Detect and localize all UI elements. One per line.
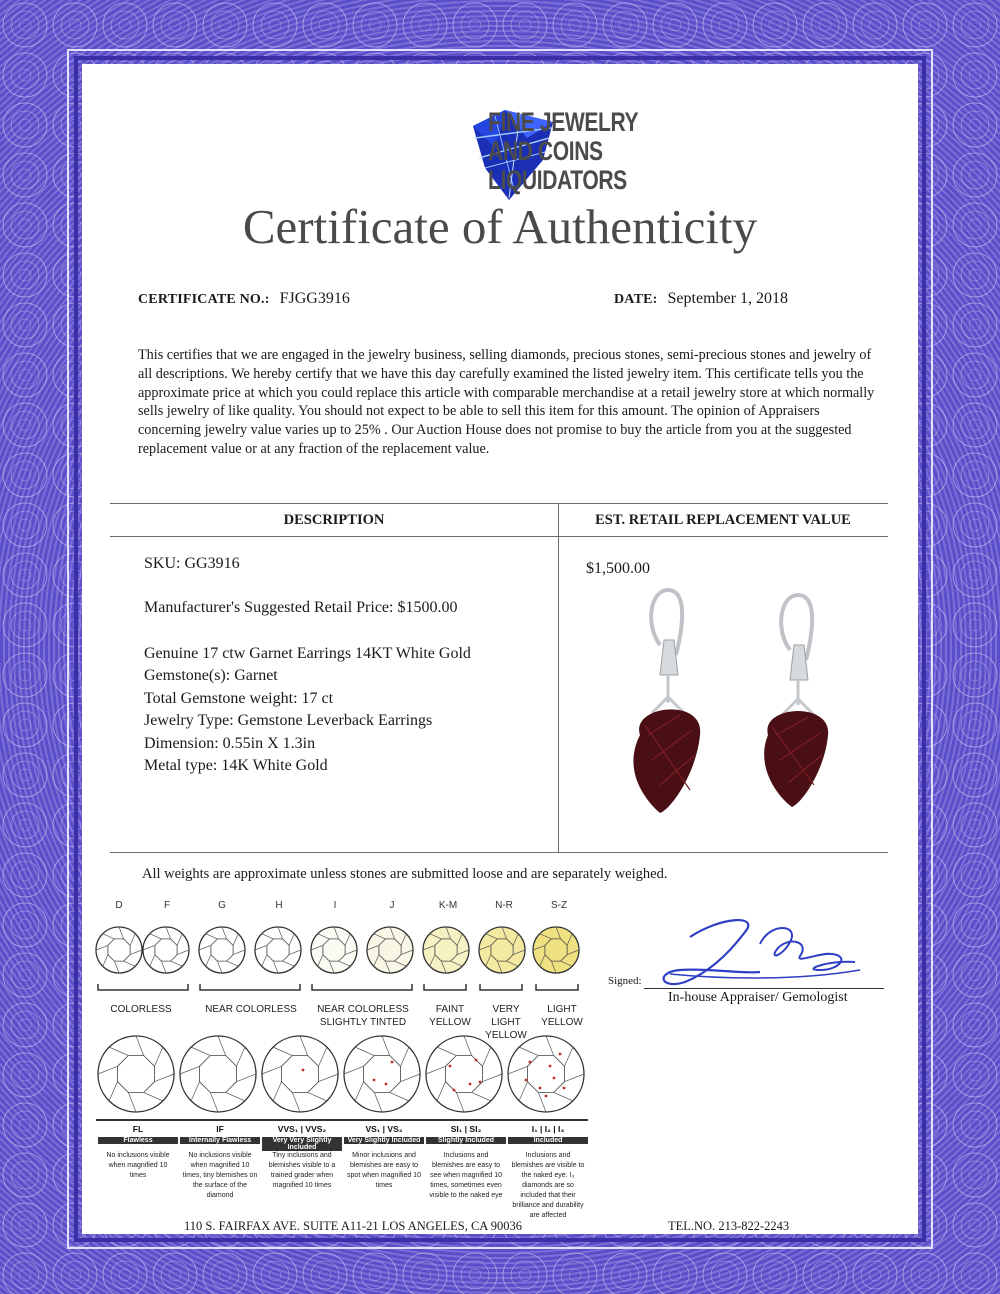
color-group-bracket (424, 984, 466, 990)
clarity-diamond-icon (262, 1036, 338, 1112)
color-grade-letter: D (115, 900, 123, 911)
date-label: DATE: (614, 292, 658, 307)
retail-value: $1,500.00 (586, 560, 650, 577)
certificate-date (614, 290, 788, 308)
brand-line-1: FINE JEWELRY (488, 107, 639, 137)
clarity-code: FL (132, 1124, 144, 1134)
color-diamond-icon (255, 927, 301, 973)
table-bottom-rule (110, 852, 888, 853)
detail-line: Dimension: 0.55in X 1.3in (144, 735, 316, 752)
clarity-diamond-icon (426, 1036, 502, 1112)
color-diamond-icon (479, 927, 525, 973)
certificate-number-value: FJGG3916 (279, 290, 350, 307)
clarity-description: Minor inclusions and blemishes are easy to spot when magnified 10 times (347, 1152, 421, 1189)
clarity-description: Inclusions and blemishes are easy to see when magnified 10 times, sometimes even visible to the naked eye (429, 1152, 503, 1199)
color-diamond-icon (96, 927, 142, 973)
detail-line: Total Gemstone weight: 17 ct (144, 690, 334, 707)
brand-wordmark (488, 108, 638, 195)
clarity-code: VVS₁ | VVS₂ (277, 1124, 327, 1134)
description-header: DESCRIPTION (283, 512, 385, 528)
clarity-diamond-icon (180, 1036, 256, 1112)
clarity-name: Very Very Slightly Included (262, 1137, 342, 1151)
sku: SKU: GG3916 (144, 555, 240, 572)
color-grade-letter: F (163, 900, 171, 911)
color-group-bracket (312, 984, 412, 990)
color-grade-letter: H (275, 900, 283, 911)
weights-note: All weights are approximate unless stones are submitted loose and are separately weighed. (142, 866, 668, 882)
clarity-name: Slightly Included (426, 1137, 506, 1144)
value-header: EST. RETAIL REPLACEMENT VALUE (595, 512, 851, 528)
detail-line: Genuine 17 ctw Garnet Earrings 14KT White Gold (144, 645, 471, 662)
color-diamond-icon (311, 927, 357, 973)
table-header-rule (110, 536, 888, 537)
color-diamond-icon (533, 927, 579, 973)
color-group-bracket (536, 984, 578, 990)
clarity-name: Flawless (98, 1137, 178, 1144)
clarity-name: Internally Flawless (180, 1137, 260, 1144)
handwritten-signature (650, 912, 865, 992)
certificate-number-label: CERTIFICATE NO.: (138, 292, 270, 307)
color-grade-letter: J (389, 900, 395, 911)
detail-line: Jewelry Type: Gemstone Leverback Earrings (144, 712, 433, 729)
color-diamond-icon (199, 927, 245, 973)
brand-line-3: LIQUIDATORS (488, 165, 627, 195)
color-group-label: NEAR COLORLESS SLIGHTLY TINTED (317, 1004, 409, 1028)
color-diamond-icon (423, 927, 469, 973)
brand-line-2: AND COINS (488, 136, 603, 166)
clarity-name: Included (508, 1137, 588, 1144)
clarity-description: No inclusions visible when magnified 10 times (106, 1152, 170, 1179)
clarity-description: Tiny inclusions and blemishes visible to a trained grader when magnified 10 times (268, 1152, 336, 1189)
color-diamond-icon (143, 927, 189, 973)
appraiser-title: In-house Appraiser/ Gemologist (668, 990, 848, 1005)
clarity-code: IF (216, 1124, 224, 1134)
certificate-number (138, 290, 350, 308)
clarity-diamond-icon (344, 1036, 420, 1112)
color-grade-letter: S-Z (550, 900, 568, 911)
earring-right (764, 595, 828, 807)
table-top-rule (110, 503, 888, 504)
detail-line: Metal type: 14K White Gold (144, 757, 328, 774)
color-group-label: COLORLESS (110, 1004, 172, 1015)
clarity-code: VS₁ | VS₂ (365, 1124, 403, 1134)
date-value: September 1, 2018 (667, 290, 788, 307)
garnet-earrings-image (600, 585, 860, 825)
clarity-diamond-icon (508, 1036, 584, 1112)
color-grade-letter: G (218, 900, 226, 911)
color-group-label: LIGHT YELLOW (541, 1004, 583, 1028)
clarity-grade-diamonds (96, 1030, 596, 1125)
footer-address: 110 S. FAIRFAX AVE. SUITE A11-21 LOS ANGELES, CA 90036 (184, 1219, 522, 1233)
detail-line: Gemstone(s): Garnet (144, 667, 278, 684)
clarity-description: No inclusions visible when magnified 10 times, tiny blemishes on the surface of the diamond (182, 1152, 258, 1199)
msrp: Manufacturer's Suggested Retail Price: $1500.00 (144, 599, 458, 616)
color-group-label: NEAR COLORLESS (205, 1004, 297, 1015)
clarity-name: Very Slightly Included (344, 1137, 424, 1144)
color-group-label: FAINT YELLOW (429, 1004, 471, 1028)
color-group-bracket (98, 984, 188, 990)
clarity-code: I₁ | I₂ | I₃ (531, 1124, 565, 1134)
color-group-bracket (200, 984, 300, 990)
earring-left (633, 590, 700, 813)
color-grade-letter: I (333, 900, 337, 911)
page-title: Certificate of Authenticity (242, 199, 758, 254)
signed-label: Signed: (608, 975, 642, 987)
color-diamond-icon (367, 927, 413, 973)
footer-phone: TEL.NO. 213-822-2243 (668, 1219, 790, 1233)
clarity-description: Inclusions and blemishes are visible to the naked eye. I₃ diamonds are so included that their brilliance and durability are affected (511, 1152, 585, 1219)
clarity-code: SI₁ | SI₂ (450, 1124, 482, 1134)
table-column-divider (558, 503, 559, 853)
certification-statement: This certifies that we are engaged in the jewelry business, selling diamonds, precious stones, semi-precious stones and jewelry of all descriptions. We hereby certify that we have this day carefully examined the listed jewelry item. This certificate tells you the approximate price at which you could replace this article with comparable merchandise at a retail jewelry store at which normally sells jewelry of like quality. You should not expect to be able to sell this item for this amount. The opinion of Appraisers concerning jewelry value varies up to 25% . Our Auction House does not promise to buy the article from you at the suggested replacement value or at any fraction of the replacement value. (138, 347, 875, 457)
color-group-label: VERY LIGHT YELLOW (485, 1004, 527, 1041)
clarity-diamond-icon (98, 1036, 174, 1112)
color-group-bracket (480, 984, 522, 990)
color-grade-letter: N-R (495, 900, 513, 911)
color-grade-letter: K-M (438, 900, 458, 911)
